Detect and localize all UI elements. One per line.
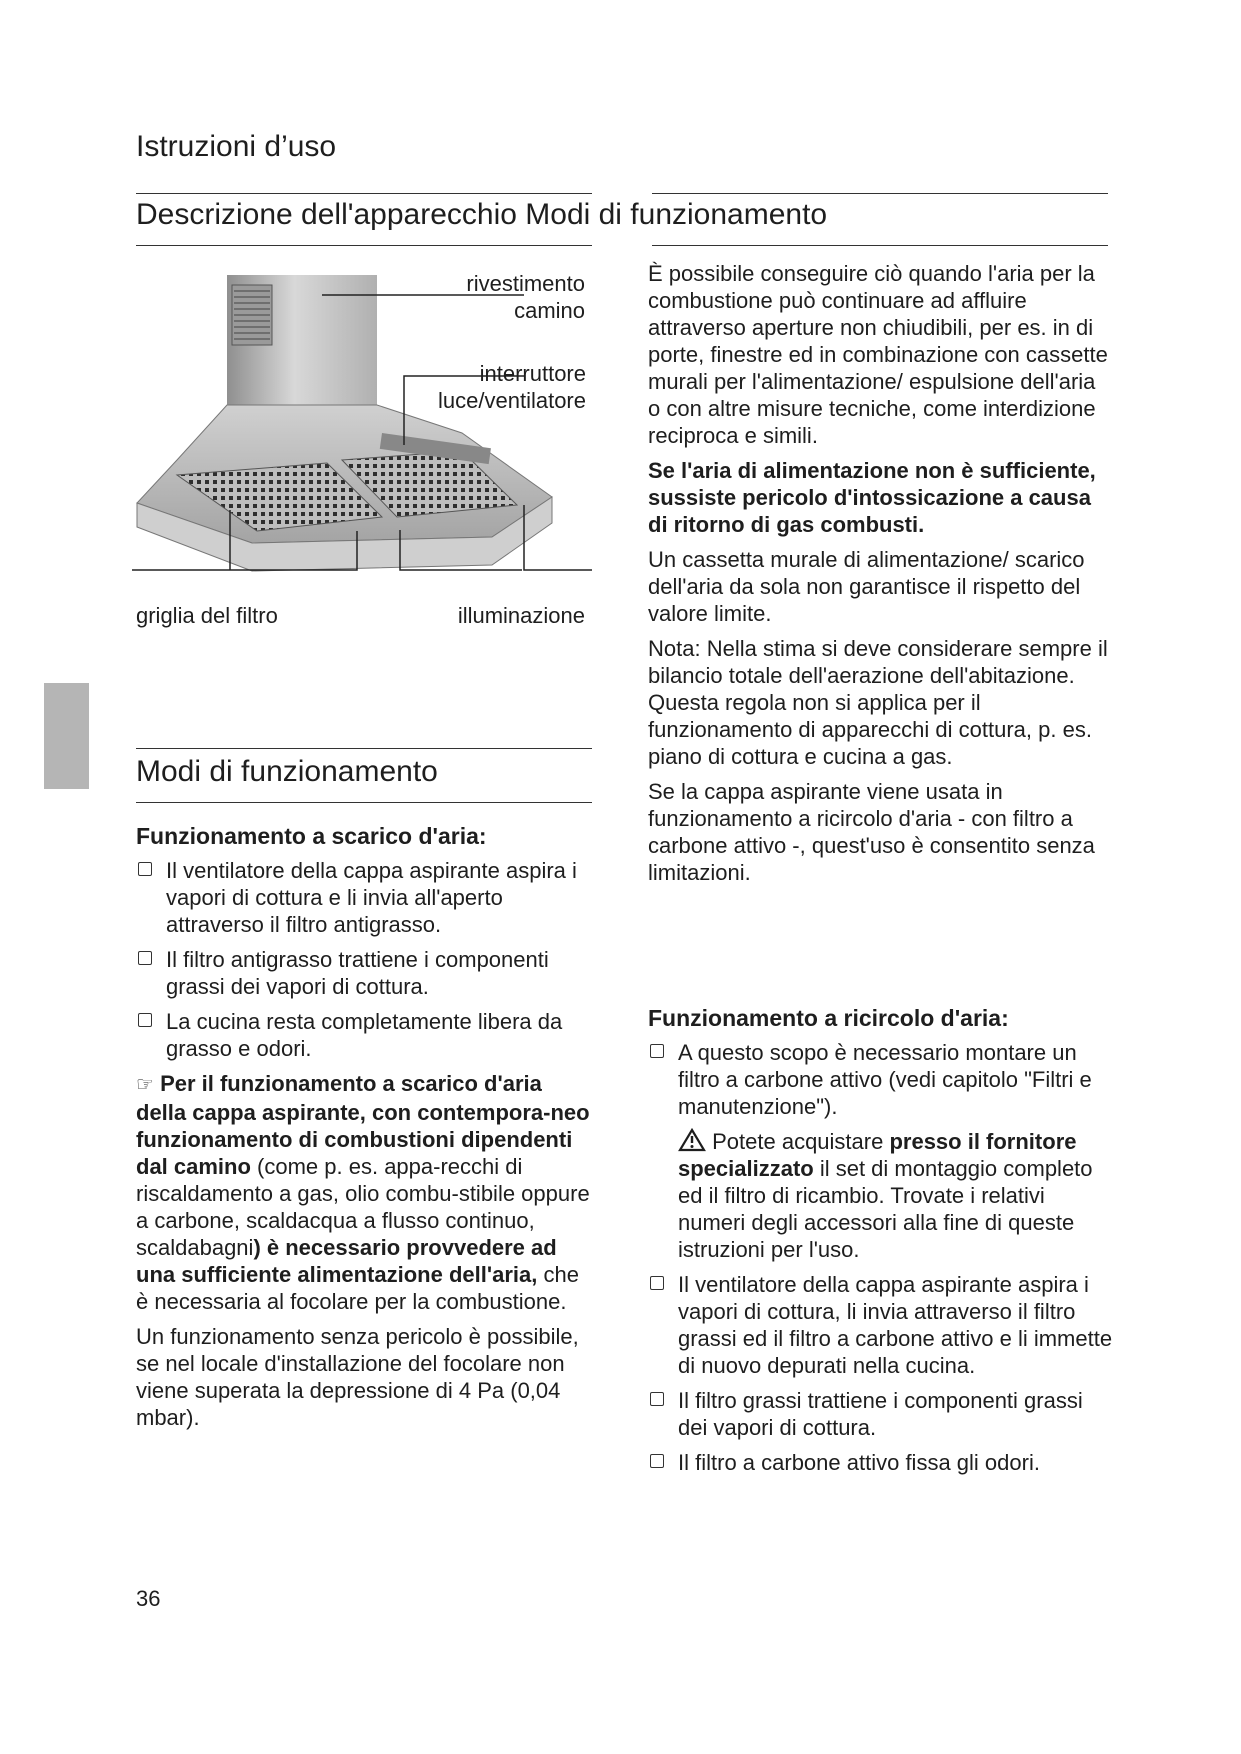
label-filter-grid: griglia del filtro [136, 603, 278, 628]
label-lighting: illuminazione [457, 603, 585, 628]
exhaust-heading: Funzionamento a scarico d'aria: [136, 823, 487, 849]
rule-top-right [652, 193, 1108, 194]
warning-paragraph: Se l'aria di alimentazione non è sufficiente, sussiste pericolo d'intossicazione a causa di ritorno di gas combusti. [648, 458, 1096, 537]
rule-under-title-right [652, 245, 1108, 246]
modes-title: Modi di funzionamento [136, 755, 438, 788]
recirculation-column [648, 1039, 1118, 1484]
checkbox-bullet-icon [650, 1276, 664, 1290]
warning-triangle-icon [678, 1128, 706, 1152]
checkbox-bullet-icon [650, 1392, 664, 1406]
checkbox-bullet-icon [138, 951, 152, 965]
pointing-hand-icon: ☞ [136, 1074, 154, 1096]
rule-modes-top [136, 748, 592, 749]
list-item: Il filtro a carbone attivo fissa gli odori. [648, 1449, 1118, 1476]
left-column [136, 857, 596, 1439]
rule-top-left [136, 193, 592, 194]
checkbox-bullet-icon [650, 1454, 664, 1468]
chapter-tab [44, 683, 89, 789]
right-paragraph-1: È possibile conseguire ciò quando l'aria per la combustione può continuare ad affluire attraverso aperture non chiudibili, per es. in di porte, finestre ed in combinazione con cassette murali per l'alimentazione/ espulsione dell'aria o con altre misure tecniche, come interdizione reciproca e simili. [648, 261, 1108, 448]
exhaust-note: ☞ Per il funzionamento a scarico d'aria della cappa aspirante, con contempora-neo funzionamento di combustioni dipendenti dal camino (come p. es. appa-recchi di riscaldamento a gas, olio combu-stibile oppure a carbone, scaldacqua a flusso continuo, scaldabagni) è necessario provvedere ad una sufficiente alimentazione dell'aria, che è necessaria al focolare per la combustione. [136, 1071, 590, 1314]
list-item: Il filtro grassi trattiene i componenti grassi dei vapori di cottura. [648, 1387, 1118, 1441]
list-item: A questo scopo è necessario montare un filtro a carbone attivo (vedi capitolo "Filtri e manutenzione"). [648, 1039, 1118, 1120]
rule-under-title-left [136, 245, 592, 246]
label-chimney-cover: rivestimento camino [466, 271, 585, 323]
right-paragraph-2: Un cassetta murale di alimentazione/ scarico dell'aria da sola non garantisce il rispetto del valore limite. [648, 547, 1085, 626]
checkbox-bullet-icon [138, 1013, 152, 1027]
list-item: La cucina resta completamente libera da grasso e odori. [136, 1008, 596, 1062]
note-paragraph: Nota: Nella stima si deve considerare sempre il bilancio totale dell'aerazione dell'abitazione. Questa regola non si applica per il funzionamento di apparecchi di cottura, p. es. piano di cottura e cucina a gas. [648, 636, 1108, 769]
list-item: Il ventilatore della cappa aspirante aspira i vapori di cottura, li invia attraverso il filtro grassi ed il filtro a carbone attivo e li immette di nuovo depurati nella cucina. [648, 1271, 1118, 1379]
recirculation-heading: Funzionamento a ricircolo d'aria: [648, 1005, 1009, 1031]
label-switch: interruttore luce/ventilatore [438, 361, 586, 413]
page-number: 36 [136, 1586, 161, 1611]
right-column [648, 260, 1108, 894]
document-title: Istruzioni d’uso [136, 130, 337, 163]
section-title: Descrizione dell'apparecchio Modi di funzionamento [136, 198, 828, 231]
exhaust-paragraph: Un funzionamento senza pericolo è possibile, se nel locale d'installazione del focolare non viene superata la depressione di 4 Pa (0,04 mbar). [136, 1324, 579, 1430]
checkbox-bullet-icon [138, 862, 152, 876]
rule-modes-bottom [136, 802, 592, 803]
accessory-warning: Potete acquistare presso il fornitore specializzato il set di montaggio completo ed il filtro di ricambio. Trovate i relativi numeri degli accessori alla fine di queste istruzioni per l'uso. [678, 1129, 1093, 1262]
list-item: Il ventilatore della cappa aspirante aspira i vapori di cottura e li invia all'aperto attraverso il filtro antigrasso. [136, 857, 596, 938]
checkbox-bullet-icon [650, 1044, 664, 1058]
vent-louvers [232, 285, 272, 345]
right-paragraph-4: Se la cappa aspirante viene usata in funzionamento a ricircolo d'aria - con filtro a carbone attivo -, quest'uso è consentito senza limitazioni. [648, 779, 1095, 885]
list-item: Il filtro antigrasso trattiene i componenti grassi dei vapori di cottura. [136, 946, 596, 1000]
